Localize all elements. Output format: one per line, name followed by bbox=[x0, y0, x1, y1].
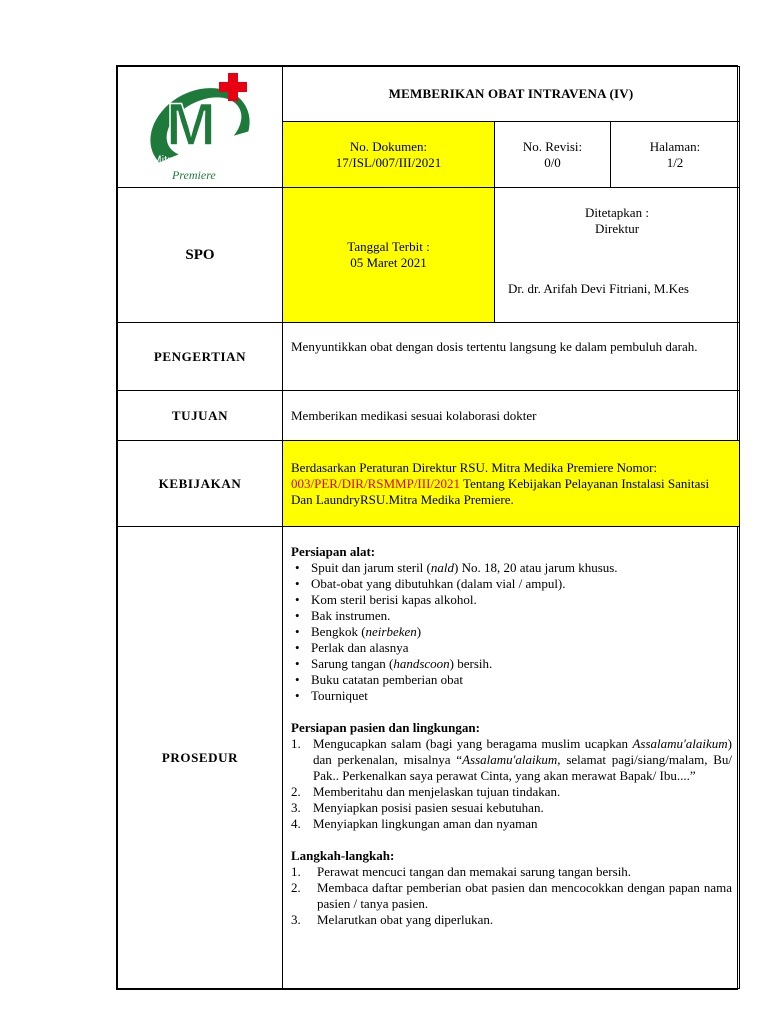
list-item: • Bak instrumen. bbox=[291, 608, 732, 624]
kebijakan-text-after: Tentang Kebijakan Pelayanan Instalasi Sanitasi Dan LaundryRSU.Mitra Medika Premiere. bbox=[291, 475, 710, 507]
ditetapkan-label: Ditetapkan : bbox=[585, 205, 649, 220]
pengertian-text: Menyuntikkan obat dengan dosis tertentu langsung ke dalam pembuluh darah. bbox=[283, 323, 740, 391]
prosedur-content bbox=[283, 527, 740, 989]
list-item: • Obat-obat yang dibutuhkan (dalam vial / ampul). bbox=[291, 576, 732, 592]
halaman-label: Halaman: bbox=[649, 138, 701, 154]
persiapan-alat-heading: Persiapan alat: bbox=[291, 544, 376, 559]
hospital-logo bbox=[146, 71, 254, 183]
kebijakan-nomor: 003/PER/DIR/RSMMP/III/2021 bbox=[291, 475, 461, 491]
tanggal-terbit-label: Tanggal Terbit : bbox=[347, 239, 430, 254]
red-cross-horizontal bbox=[219, 82, 247, 92]
kebijakan-label: KEBIJAKAN bbox=[118, 441, 283, 527]
halaman-cell bbox=[611, 122, 740, 188]
list-item: 4. Menyiapkan lingkungan aman dan nyaman bbox=[291, 816, 538, 831]
list-item: 1. Perawat mencuci tangan dan memakai sarung tangan bersih. bbox=[291, 864, 632, 879]
logo-tagline: Premiere bbox=[172, 168, 216, 182]
persiapan-pasien-heading: Persiapan pasien dan lingkungan: bbox=[291, 720, 480, 735]
spo-label: SPO bbox=[118, 188, 283, 323]
tujuan-label: TUJUAN bbox=[118, 391, 283, 441]
document-title: MEMBERIKAN OBAT INTRAVENA (IV) bbox=[283, 67, 740, 122]
ditetapkan-cell bbox=[495, 188, 740, 323]
langkah-list bbox=[291, 864, 732, 928]
tujuan-text: Memberikan medikasi sesuai kolaborasi dokter bbox=[283, 391, 740, 441]
list-item: • Kom steril berisi kapas alkohol. bbox=[291, 592, 732, 608]
logo-letter: M bbox=[166, 91, 216, 158]
kebijakan-text bbox=[283, 441, 740, 527]
spo-table bbox=[117, 66, 740, 989]
list-item: • Perlak dan alasnya bbox=[291, 640, 732, 656]
persiapan-alat-list bbox=[291, 560, 732, 704]
langkah-heading: Langkah-langkah: bbox=[291, 848, 395, 863]
ditetapkan-role: Direktur bbox=[594, 221, 640, 236]
no-dokumen-value: 17/ISL/007/III/2021 bbox=[335, 154, 442, 170]
list-item: 3. Menyiapkan posisi pasien sesuai kebutuhan. bbox=[291, 800, 544, 815]
list-item: • Sarung tangan (handscoon) bersih. bbox=[291, 656, 732, 672]
persiapan-pasien-list bbox=[291, 736, 732, 832]
halaman-value: 1/2 bbox=[666, 154, 684, 170]
no-revisi-label: No. Revisi: bbox=[522, 138, 583, 154]
pengertian-label: PENGERTIAN bbox=[118, 323, 283, 391]
kebijakan-text-before: Berdasarkan Peraturan Direktur RSU. Mitra Medika Premiere Nomor: bbox=[291, 459, 658, 475]
prosedur-label: PROSEDUR bbox=[118, 527, 283, 989]
list-item: 3. Melarutkan obat yang diperlukan. bbox=[291, 912, 494, 927]
no-dokumen-label: No. Dokumen: bbox=[349, 138, 428, 154]
list-item: 1. Mengucapkan salam (bagi yang beragama muslim ucapkan Assalamu'alaikum) dan perkenalan, misalnya “Assalamu'alaikum, selamat pagi/siang/malam, Bu/ Pak.. Perkenalkan saya perawat Cinta, yang akan merawat Bapak/ Ibu....” bbox=[291, 736, 733, 783]
tanggal-terbit-value: 05 Maret 2021 bbox=[350, 255, 427, 270]
list-item: 2. Memberitahu dan menjelaskan tujuan tindakan. bbox=[291, 784, 561, 799]
list-item: • Buku catatan pemberian obat bbox=[291, 672, 732, 688]
list-item: • Bengkok (neirbeken) bbox=[291, 624, 732, 640]
list-item: • Tourniquet bbox=[291, 688, 732, 704]
no-dokumen-cell bbox=[283, 122, 495, 188]
no-revisi-value: 0/0 bbox=[544, 154, 561, 170]
no-revisi-cell bbox=[495, 122, 611, 188]
signer-name: Dr. dr. Arifah Devi Fitriani, M.Kes bbox=[508, 281, 689, 296]
tanggal-terbit-cell bbox=[283, 188, 495, 323]
list-item: • Spuit dan jarum steril (nald) No. 18, 20 atau jarum khusus. bbox=[291, 560, 732, 576]
spo-document bbox=[116, 65, 738, 990]
list-item: 2. Membaca daftar pemberian obat pasien dan mencocokkan dengan papan nama pasien / tanya pasien. bbox=[291, 880, 733, 911]
logo-cell bbox=[118, 67, 283, 188]
logo-brand: Mitra Medika bbox=[152, 155, 218, 167]
